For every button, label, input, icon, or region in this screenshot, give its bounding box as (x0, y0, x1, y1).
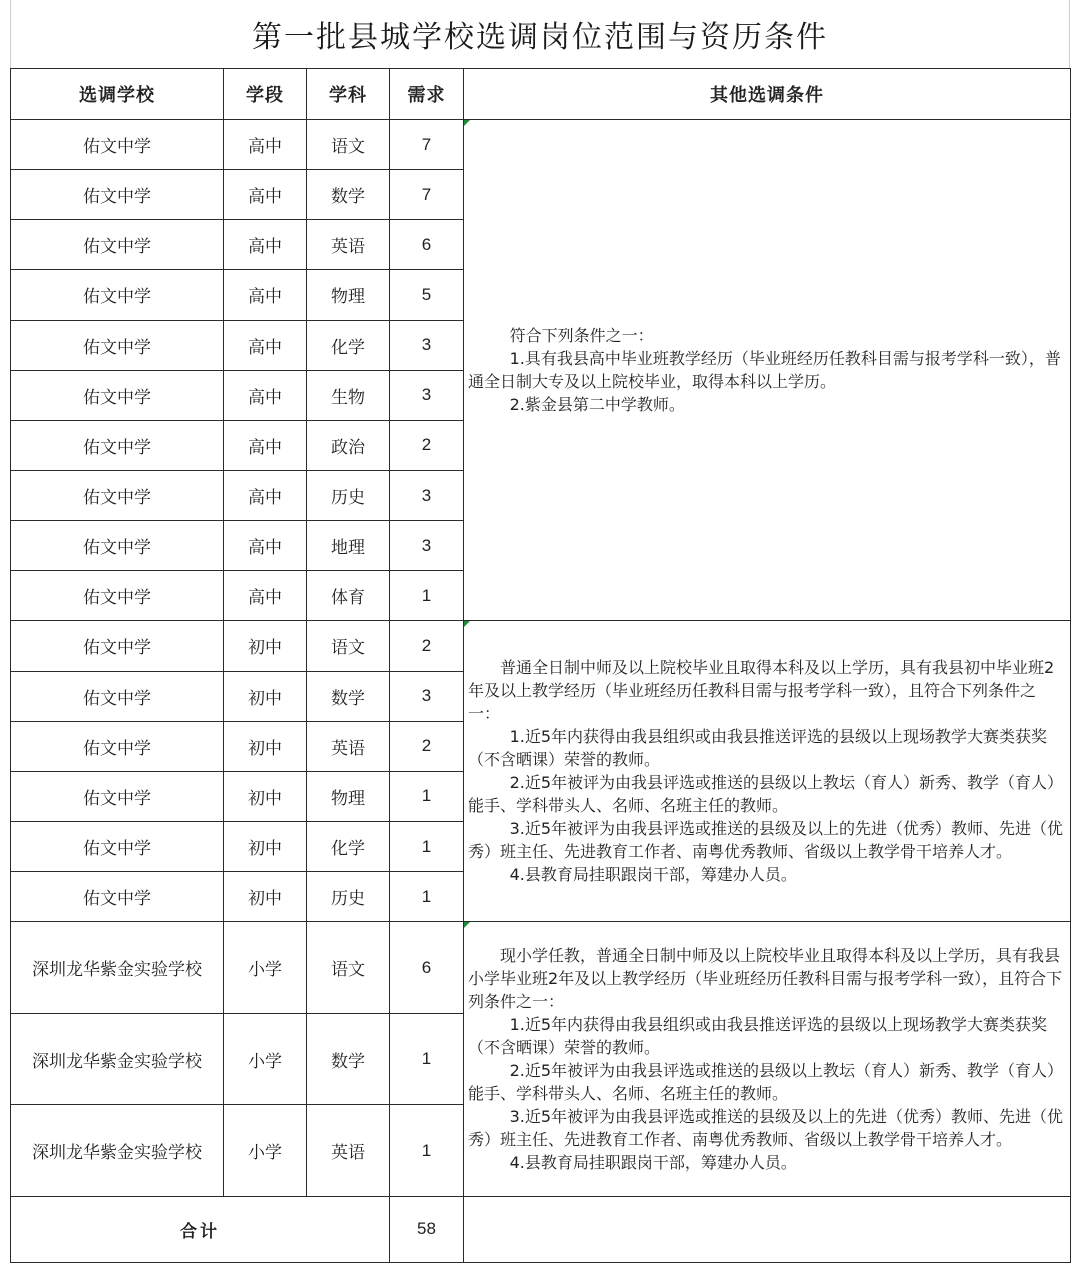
cell-subject: 语文 (307, 621, 390, 671)
cell-stage: 高中 (224, 571, 307, 621)
cell-school: 佑文中学 (11, 170, 224, 220)
cell-school: 佑文中学 (11, 671, 224, 721)
cell-school: 佑文中学 (11, 470, 224, 520)
cell-stage: 高中 (224, 320, 307, 370)
condition-line: 1.具有我县高中毕业班教学经历（毕业班经历任教科目需与报考学科一致），普通全日制大专及以上院校毕业，取得本科以上学历。 (468, 349, 1061, 392)
cell-school: 深圳龙华紫金实验学校 (11, 1013, 224, 1105)
cell-demand: 1 (390, 1105, 464, 1197)
cell-subject: 数学 (307, 671, 390, 721)
condition-line: 普通全日制中师及以上院校毕业且取得本科及以上学历，具有我县初中毕业班2年及以上教学经历（毕业班经历任教科目需与报考学科一致），且符合下列条件之一： (468, 658, 1055, 724)
conditions-junior (464, 621, 1071, 922)
condition-line: 1.近5年内获得由我县组织或由我县推送评选的县级以上现场教学大赛类获奖（不含晒课）荣誉的教师。 (468, 727, 1048, 770)
condition-line: 4.县教育局挂职跟岗干部，筹建办人员。 (509, 1153, 797, 1172)
cell-school: 佑文中学 (11, 521, 224, 571)
total-conditions-empty (464, 1196, 1071, 1262)
condition-line: 2.紫金县第二中学教师。 (509, 395, 685, 415)
header-stage: 学段 (224, 69, 307, 120)
cell-school: 佑文中学 (11, 270, 224, 320)
cell-school: 佑文中学 (11, 872, 224, 922)
cell-demand: 3 (390, 470, 464, 520)
conditions-primary (464, 922, 1071, 1197)
cell-subject: 历史 (307, 872, 390, 922)
cell-stage: 初中 (224, 721, 307, 771)
condition-line: 2.近5年被评为由我县评选或推送的县级以上教坛（育人）新秀、教学（育人）能手、学科带头人、名师、名班主任的教师。 (468, 773, 1064, 816)
cell-school: 佑文中学 (11, 370, 224, 420)
cell-subject: 数学 (307, 1013, 390, 1105)
cell-demand: 6 (390, 922, 464, 1014)
cell-school: 佑文中学 (11, 821, 224, 871)
cell-school: 佑文中学 (11, 120, 224, 170)
table-header (11, 69, 1071, 120)
page-title: 第一批县城学校选调岗位范围与资历条件 (252, 20, 828, 55)
cell-stage: 高中 (224, 170, 307, 220)
cell-stage: 高中 (224, 470, 307, 520)
cell-stage: 高中 (224, 270, 307, 320)
cell-subject: 体育 (307, 571, 390, 621)
condition-line: 符合下列条件之一： (509, 326, 654, 346)
cell-subject: 英语 (307, 721, 390, 771)
header-conditions: 其他选调条件 (464, 69, 1071, 120)
cell-school: 佑文中学 (11, 571, 224, 621)
cell-marker (464, 120, 470, 126)
cell-stage: 小学 (224, 1013, 307, 1105)
cell-subject: 英语 (307, 220, 390, 270)
cell-stage: 初中 (224, 771, 307, 821)
cell-subject: 物理 (307, 771, 390, 821)
cell-subject: 历史 (307, 470, 390, 520)
cell-subject: 物理 (307, 270, 390, 320)
cell-subject: 化学 (307, 821, 390, 871)
cell-demand: 5 (390, 270, 464, 320)
cell-demand: 1 (390, 872, 464, 922)
cell-school: 佑文中学 (11, 420, 224, 470)
cell-stage: 初中 (224, 872, 307, 922)
condition-line: 4.县教育局挂职跟岗干部，筹建办人员。 (509, 865, 797, 885)
cell-demand: 1 (390, 771, 464, 821)
cell-stage: 初中 (224, 621, 307, 671)
cell-stage: 高中 (224, 120, 307, 170)
cell-subject: 语文 (307, 120, 390, 170)
cell-demand: 3 (390, 671, 464, 721)
condition-line: 1.近5年内获得由我县组织或由我县推送评选的县级以上现场教学大赛类获奖（不含晒课）荣誉的教师。 (468, 1015, 1048, 1057)
cell-demand: 3 (390, 320, 464, 370)
cell-demand: 3 (390, 521, 464, 571)
table-row (11, 922, 1071, 1014)
cell-demand: 2 (390, 420, 464, 470)
header-demand: 需求 (390, 69, 464, 120)
cell-subject: 政治 (307, 420, 390, 470)
cell-marker (464, 922, 470, 928)
condition-line: 2.近5年被评为由我县评选或推送的县级以上教坛（育人）新秀、教学（育人）能手、学科带头人、名师、名班主任的教师。 (468, 1061, 1064, 1103)
cell-subject: 英语 (307, 1105, 390, 1197)
condition-line: 3.近5年被评为由我县评选或推送的县级及以上的先进（优秀）教师、先进（优秀）班主任、先进教育工作者、南粤优秀教师、省级以上教学骨干培养人才。 (468, 819, 1064, 862)
cell-demand: 1 (390, 571, 464, 621)
cell-demand: 1 (390, 1013, 464, 1105)
total-row (11, 1196, 1071, 1262)
conditions-high-school (464, 120, 1071, 621)
cell-school: 深圳龙华紫金实验学校 (11, 1105, 224, 1197)
cell-school: 佑文中学 (11, 320, 224, 370)
cell-demand: 1 (390, 821, 464, 871)
cell-stage: 初中 (224, 821, 307, 871)
cell-stage: 小学 (224, 922, 307, 1014)
cell-stage: 初中 (224, 671, 307, 721)
cell-school: 佑文中学 (11, 721, 224, 771)
cell-stage: 高中 (224, 220, 307, 270)
cell-demand: 7 (390, 170, 464, 220)
cell-subject: 数学 (307, 170, 390, 220)
cell-school: 佑文中学 (11, 220, 224, 270)
cell-subject: 语文 (307, 922, 390, 1014)
condition-line: 3.近5年被评为由我县评选或推送的县级及以上的先进（优秀）教师、先进（优秀）班主任、先进教育工作者、南粤优秀教师、省级以上教学骨干培养人才。 (468, 1107, 1064, 1149)
cell-stage: 高中 (224, 521, 307, 571)
positions-table (10, 68, 1071, 1263)
cell-demand: 2 (390, 721, 464, 771)
table-row (11, 621, 1071, 671)
cell-stage: 高中 (224, 370, 307, 420)
cell-demand: 7 (390, 120, 464, 170)
table-row (11, 120, 1071, 170)
cell-school: 佑文中学 (11, 621, 224, 671)
cell-marker (464, 621, 470, 627)
cell-school: 佑文中学 (11, 771, 224, 821)
cell-subject: 化学 (307, 320, 390, 370)
cell-demand: 6 (390, 220, 464, 270)
total-value: 58 (390, 1196, 464, 1262)
header-subject: 学科 (307, 69, 390, 120)
cell-demand: 3 (390, 370, 464, 420)
cell-subject: 生物 (307, 370, 390, 420)
header-school: 选调学校 (11, 69, 224, 120)
cell-subject: 地理 (307, 521, 390, 571)
cell-demand: 2 (390, 621, 464, 671)
title-box (10, 0, 1070, 68)
condition-line: 现小学任教，普通全日制中师及以上院校毕业且取得本科及以上学历，具有我县小学毕业班2年及以上教学经历（毕业班经历任教科目需与报考学科一致），且符合下列条件之一： (468, 946, 1063, 1011)
total-label: 合计 (11, 1196, 390, 1262)
cell-stage: 小学 (224, 1105, 307, 1197)
cell-school: 深圳龙华紫金实验学校 (11, 922, 224, 1014)
cell-stage: 高中 (224, 420, 307, 470)
